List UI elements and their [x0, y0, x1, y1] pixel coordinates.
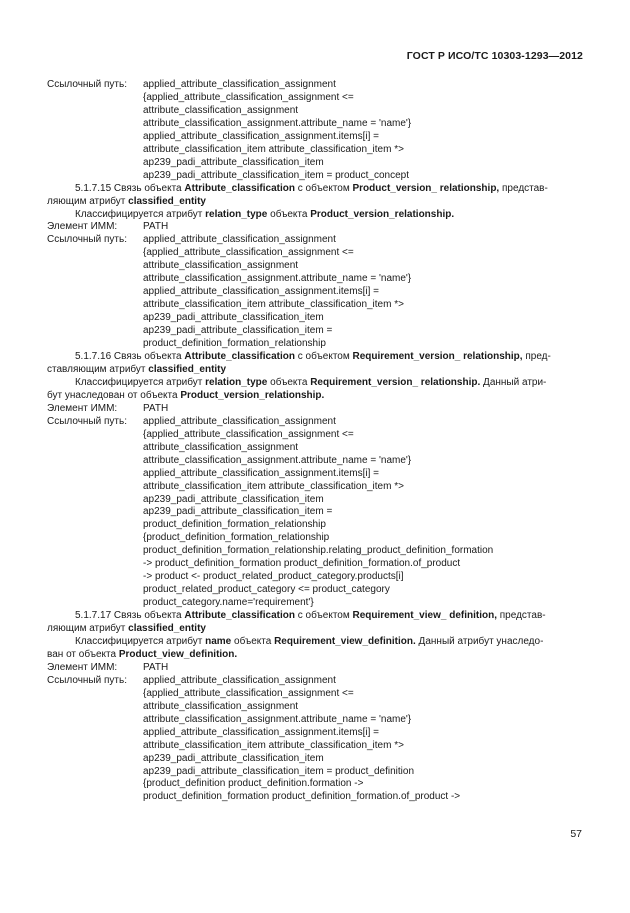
element-row [47, 662, 585, 675]
heading-text: пред- [522, 351, 551, 363]
path-line: {product_definition product_definition.formation -> [143, 778, 364, 790]
heading-entity: Attribute_classification [184, 182, 295, 194]
note-text: Классифицируется атрибут [75, 376, 206, 388]
path-line: ap239_padi_attribute_classification_item = product_concept [143, 169, 410, 181]
path-line: applied_attribute_classification_assignment [143, 674, 336, 686]
element-row [47, 221, 585, 234]
ref-path-block-4 [47, 675, 585, 805]
note-text: Классифицируется атрибут [75, 635, 206, 647]
classification-note [47, 636, 585, 649]
path-line: applied_attribute_classification_assignment [143, 79, 336, 90]
note-text: Данный атри- [480, 376, 547, 388]
path-line: attribute_classification_item attribute_classification_item *> [143, 143, 404, 155]
path-line: {applied_attribute_classification_assignment <= [143, 428, 354, 440]
path-line: attribute_classification_assignment [143, 104, 299, 116]
note-text: объекта [267, 208, 311, 220]
ref-path-label: Ссылочный путь: [47, 415, 127, 427]
path-line: {applied_attribute_classification_assignment <= [143, 247, 354, 259]
element-value: PATH [143, 402, 169, 414]
path-line: ap239_padi_attribute_classification_item [143, 312, 324, 324]
note-text: бут унаследован от объекта [47, 389, 181, 401]
path-line: applied_attribute_classification_assignment.items[i] = [143, 130, 379, 142]
path-line: product_definition_formation_relationship.relating_product_definition_formation [143, 545, 494, 557]
path-line: ap239_padi_attribute_classification_item = [143, 506, 333, 518]
note-text: Данный атрибут унаследо- [415, 635, 544, 647]
section-heading-5-1-7-16 [47, 351, 585, 364]
heading-text: ляющим атрибут [47, 195, 129, 207]
element-label: Элемент ИММ: [47, 661, 118, 673]
path-line: ap239_padi_attribute_classification_item [143, 493, 324, 505]
path-line: applied_attribute_classification_assignment.items[i] = [143, 726, 379, 738]
path-line: -> product_definition_formation product_definition_formation.of_product [143, 558, 461, 570]
path-line: ap239_padi_attribute_classification_item [143, 752, 324, 764]
path-line: product_definition_formation_relationship [143, 338, 326, 350]
classification-note-cont [47, 390, 585, 403]
path-line: attribute_classification_assignment.attribute_name = 'name'} [143, 713, 412, 725]
path-line: -> product <- product_related_product_category.products[i] [143, 571, 404, 583]
path-line: attribute_classification_item attribute_classification_item *> [143, 739, 404, 751]
heading-text: 5.1.7.15 Связь объекта [75, 182, 185, 194]
path-line: product_definition_formation_relationship [143, 519, 326, 531]
note-entity: Requirement_view_definition. [274, 635, 416, 647]
section-heading-5-1-7-15 [47, 183, 585, 196]
heading-attribute: classified_entity [148, 363, 227, 375]
note-text: объекта [267, 376, 311, 388]
note-entity: Product_version_relationship. [180, 389, 325, 401]
classification-note-cont [47, 649, 585, 662]
path-line: applied_attribute_classification_assignment.items[i] = [143, 467, 379, 479]
path-line: attribute_classification_assignment [143, 441, 299, 453]
ref-path-lines [143, 79, 585, 183]
note-attribute: name [205, 635, 232, 647]
note-attribute: relation_type [205, 376, 268, 388]
element-row [47, 403, 585, 416]
heading-entity: Attribute_classification [184, 610, 295, 622]
classification-note [47, 209, 585, 222]
ref-path-block-3 [47, 416, 585, 610]
note-text: объекта [231, 635, 275, 647]
heading-attribute: classified_entity [128, 623, 206, 635]
ref-path-block-2 [47, 234, 585, 351]
classification-note [47, 377, 585, 390]
note-text: Классифицируется атрибут [75, 208, 206, 220]
section-heading-cont [47, 364, 585, 377]
path-line: attribute_classification_assignment [143, 700, 299, 712]
section-heading-5-1-7-17 [47, 610, 585, 623]
heading-text: 5.1.7.17 Связь объекта [75, 610, 185, 622]
heading-text: представ- [496, 610, 546, 622]
path-line: product_category.name='requirement'} [143, 597, 314, 609]
ref-path-lines [143, 234, 585, 351]
path-line: {applied_attribute_classification_assignment <= [143, 687, 354, 699]
section-heading-cont [47, 623, 585, 636]
document-body [47, 79, 585, 804]
heading-text: с объектом [295, 351, 353, 363]
path-line: {product_definition_formation_relationship [143, 532, 330, 544]
path-line: product_definition_formation product_definition_formation.of_product -> [143, 791, 461, 803]
element-label: Элемент ИММ: [47, 402, 118, 414]
path-line: attribute_classification_assignment.attribute_name = 'name'} [143, 117, 412, 129]
heading-entity: Requirement_view_ definition, [352, 610, 497, 622]
path-line: applied_attribute_classification_assignment.items[i] = [143, 286, 379, 298]
element-value: PATH [143, 221, 169, 233]
path-line: attribute_classification_item attribute_classification_item *> [143, 480, 404, 492]
note-entity: Product_view_definition. [118, 648, 238, 660]
heading-text: с объектом [295, 610, 353, 622]
note-text: ван от объекта [47, 648, 119, 660]
path-line: ap239_padi_attribute_classification_item = [143, 325, 333, 337]
note-attribute: relation_type [205, 208, 268, 220]
heading-text: ляющим атрибут [47, 623, 129, 635]
path-line: {applied_attribute_classification_assignment <= [143, 91, 354, 103]
ref-path-label: Ссылочный путь: [47, 79, 127, 90]
note-entity: Requirement_version_ relationship. [310, 376, 481, 388]
path-line: attribute_classification_assignment.attribute_name = 'name'} [143, 273, 412, 285]
element-label: Элемент ИММ: [47, 221, 118, 233]
section-heading-cont [47, 196, 585, 209]
heading-text: с объектом [295, 182, 353, 194]
page-number: 57 [570, 828, 582, 840]
heading-entity: Product_version_ relationship, [352, 182, 500, 194]
heading-entity: Attribute_classification [184, 351, 295, 363]
path-line: applied_attribute_classification_assignment [143, 234, 336, 246]
path-line: attribute_classification_item attribute_classification_item *> [143, 299, 404, 311]
note-entity: Product_version_relationship. [310, 208, 455, 220]
heading-entity: Requirement_version_ relationship, [352, 351, 523, 363]
path-line: ap239_padi_attribute_classification_item = product_definition [143, 765, 415, 777]
path-line: ap239_padi_attribute_classification_item [143, 156, 324, 168]
heading-text: ставляющим атрибут [47, 363, 149, 375]
path-line: attribute_classification_assignment.attribute_name = 'name'} [143, 454, 412, 466]
document-header: ГОСТ Р ИСО/ТС 10303-1293—2012 [406, 50, 583, 62]
heading-text: представ- [499, 182, 548, 194]
ref-path-label: Ссылочный путь: [47, 674, 127, 686]
path-line: applied_attribute_classification_assignment [143, 415, 336, 427]
element-value: PATH [143, 661, 169, 673]
path-line: attribute_classification_assignment [143, 260, 299, 272]
path-line: product_related_product_category <= product_category [143, 584, 390, 596]
ref-path-block-1 [47, 79, 585, 183]
heading-attribute: classified_entity [128, 195, 206, 207]
ref-path-label: Ссылочный путь: [47, 234, 127, 246]
ref-path-lines [143, 675, 585, 805]
ref-path-lines [143, 416, 585, 610]
heading-text: 5.1.7.16 Связь объекта [75, 351, 185, 363]
